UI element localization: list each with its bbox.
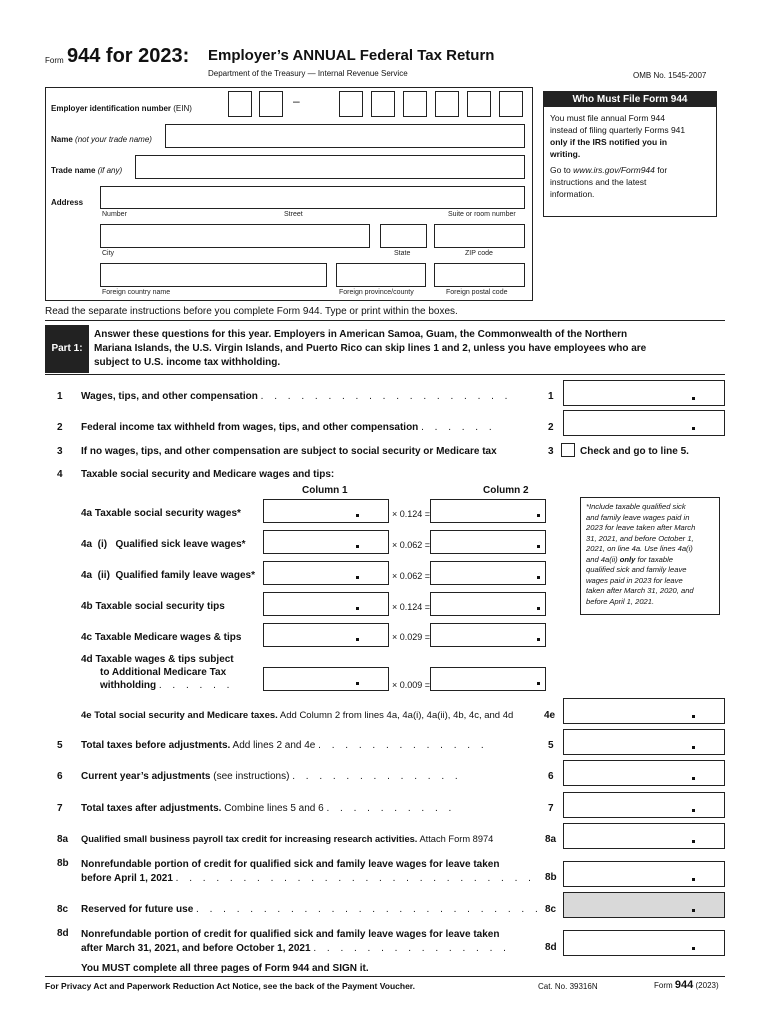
line-3-label: If no wages, tips, and other compensation are subject to social security or Medicare tax — [81, 446, 497, 457]
address-label: Address — [51, 198, 84, 207]
who-must-file-title: Who Must File Form 944 — [544, 92, 716, 107]
cat-number: Cat. No. 39316N — [538, 982, 598, 991]
line-8a-label: Qualified small business payroll tax credit for increasing research activities. Attach Form 8974 — [81, 834, 494, 844]
rule — [45, 976, 725, 977]
line-6-number: 6 — [57, 771, 63, 782]
line-7-ref: 7 — [548, 803, 554, 814]
line-4d-rate: × 0.009 = — [392, 680, 431, 690]
line-5-number: 5 — [57, 740, 63, 751]
ein-digit-2[interactable] — [259, 91, 283, 117]
line-8d-number: 8d — [57, 928, 69, 939]
line-8a-amount[interactable] — [563, 823, 725, 849]
trade-name-label: Trade name (if any) — [51, 166, 123, 175]
city-field[interactable] — [100, 224, 370, 248]
line-4d-label: 4d Taxable wages & tips subject to Additional Medicare Tax withholding . . . . . . — [81, 654, 234, 691]
line-5-ref: 5 — [548, 740, 554, 751]
line-3-number: 3 — [57, 446, 63, 457]
form-subtitle: Employer’s ANNUAL Federal Tax Return — [208, 47, 495, 64]
line-4d-col1[interactable] — [263, 667, 389, 691]
part1-text: Answer these questions for this year. Employers in American Samoa, Guam, the Commonwealth of the Northern Mariana Islands, the U.S. Virgin Islands, and Puerto Rico can skip lines 1 and 2, unless you have employees who are subject to U.S. income tax withholding. — [94, 329, 647, 368]
sidebar-line: You must file annual Form 944 — [550, 113, 665, 123]
state-caption: State — [394, 250, 411, 257]
suite-caption: Suite or room number — [448, 211, 516, 218]
omb-number: OMB No. 1545-2007 — [633, 71, 707, 80]
line-3-ref: 3 — [548, 446, 554, 457]
line-4ai-rate: × 0.062 = — [392, 540, 431, 550]
line-4e-label: 4e Total social security and Medicare taxes. Add Column 2 from lines 4a, 4a(i), 4a(ii), 4b, 4c, and 4d — [81, 710, 514, 721]
ein-digit-8[interactable] — [499, 91, 523, 117]
ein-digit-7[interactable] — [467, 91, 491, 117]
sidebar-line: Go to www.irs.gov/Form944 for — [550, 165, 668, 175]
line-1-amount[interactable] — [563, 380, 725, 406]
form-word: Form — [45, 56, 64, 65]
line-4c-col1[interactable] — [263, 623, 389, 647]
line-4aii-rate: × 0.062 = — [392, 571, 431, 581]
foreign-postal-field[interactable] — [434, 263, 525, 287]
sidebar-line: instead of filing quarterly Forms 941 — [550, 125, 686, 135]
line-7-amount[interactable] — [563, 792, 725, 818]
instructions-line: Read the separate instructions before you complete Form 944. Type or print within the boxes. — [45, 306, 458, 317]
sidebar-line: writing. — [550, 149, 581, 159]
sidebar-line: information. — [550, 189, 595, 199]
trade-name-field[interactable] — [135, 155, 525, 179]
foreign-postal-caption: Foreign postal code — [446, 289, 508, 296]
foreign-province-field[interactable] — [336, 263, 426, 287]
column-2-header: Column 2 — [483, 485, 529, 496]
number-caption: Number — [102, 211, 127, 218]
line-4e-amount[interactable] — [563, 698, 725, 724]
city-caption: City — [102, 250, 115, 257]
rule — [45, 374, 725, 375]
line-4c-rate: × 0.029 = — [392, 632, 431, 642]
state-field[interactable] — [380, 224, 427, 248]
line-8a-ref: 8a — [545, 834, 557, 845]
line-5-amount[interactable] — [563, 729, 725, 755]
part1-label: Part 1: — [45, 325, 89, 373]
line-8c-number: 8c — [57, 904, 69, 915]
line-3-check-label: Check and go to line 5. — [580, 446, 689, 457]
privacy-notice: For Privacy Act and Paperwork Reduction Act Notice, see the back of the Payment Voucher. — [45, 981, 416, 991]
line-8b-number: 8b — [57, 858, 69, 869]
line-3-checkbox[interactable] — [561, 443, 575, 457]
ein-dash: – — [293, 94, 300, 108]
line-4d-col2[interactable] — [430, 667, 546, 691]
name-field[interactable] — [165, 124, 525, 148]
line-4c-label: 4c Taxable Medicare wages & tips — [81, 632, 242, 643]
line-8b-label: Nonrefundable portion of credit for qualified sick and family leave wages for leave taken before April 1, 2021 . . . . . . . . . . . . . . . . . . . . . . . . . . . — [81, 859, 535, 884]
line-8c-ref: 8c — [545, 904, 557, 915]
irs-link[interactable]: www.irs.gov/Form944 — [573, 165, 655, 175]
ein-digit-6[interactable] — [435, 91, 459, 117]
column-1-header: Column 1 — [302, 485, 348, 496]
form-title: 944 for 2023: — [67, 45, 190, 67]
line-6-label: Current year’s adjustments (see instructions) . . . . . . . . . . . . . — [81, 771, 462, 782]
leave-wages-note: *Include taxable qualified sick and family leave wages paid in 2023 for leave taken after March 31, 2021, and before October 1, 2021, on line 4a. Use lines 4a(i) and 4a(ii) only for taxable qualified sick and family leave wages paid in 2023 for leave taken after March 31, 2020, and before April 1, 2021. — [580, 497, 720, 615]
street-caption: Street — [284, 211, 303, 218]
sidebar-line: only if the IRS notified you in — [550, 137, 668, 147]
line-6-amount[interactable] — [563, 760, 725, 786]
line-1-label: Wages, tips, and other compensation . . . . . . . . . . . . . . . . . . . — [81, 391, 512, 402]
line-2-ref: 2 — [548, 422, 554, 433]
ein-digit-3[interactable] — [339, 91, 363, 117]
line-8c-amount-reserved — [563, 892, 725, 918]
line-8b-amount[interactable] — [563, 861, 725, 887]
line-4c-col2[interactable] — [430, 623, 546, 647]
line-4a-rate: × 0.124 = — [392, 509, 431, 519]
zip-field[interactable] — [434, 224, 525, 248]
who-must-file-box — [543, 91, 717, 217]
line-4b-col1[interactable] — [263, 592, 389, 616]
line-2-label: Federal income tax withheld from wages, tips, and other compensation . . . . . . — [81, 422, 496, 433]
line-4b-col2[interactable] — [430, 592, 546, 616]
line-4a-col1[interactable] — [263, 499, 389, 523]
rule — [45, 320, 725, 321]
line-4ai-col2[interactable] — [430, 530, 546, 554]
line-2-number: 2 — [57, 422, 63, 433]
line-4ai-label: 4a (i) Qualified sick leave wages* — [81, 539, 246, 550]
line-8a-number: 8a — [57, 834, 69, 845]
line-6-ref: 6 — [548, 771, 554, 782]
foreign-province-caption: Foreign province/county — [339, 289, 414, 296]
form-footer-id: Form 944 (2023) — [654, 979, 719, 991]
line-8d-label: Nonrefundable portion of credit for qualified sick and family leave wages for leave taken after March 31, 2021, and before October 1, 2021 . . . . . . . . . . . . . . . — [81, 929, 510, 954]
must-complete-note: You MUST complete all three pages of Form 944 and SIGN it. — [81, 963, 369, 974]
line-1-ref: 1 — [548, 391, 554, 402]
ein-digit-5[interactable] — [403, 91, 427, 117]
line-4-number: 4 — [57, 469, 63, 480]
zip-caption: ZIP code — [465, 250, 493, 257]
ein-digit-1[interactable] — [228, 91, 252, 117]
line-4a-label: 4a Taxable social security wages* — [81, 508, 241, 519]
line-7-label: Total taxes after adjustments. Combine lines 5 and 6 . . . . . . . . . . — [81, 803, 456, 814]
sidebar-line: instructions and the latest — [550, 177, 647, 187]
address-street-field[interactable] — [100, 186, 525, 209]
form-header — [45, 44, 725, 84]
department: Department of the Treasury — Internal Revenue Service — [208, 69, 408, 78]
line-8c-label: Reserved for future use . . . . . . . . . . . . . . . . . . . . . . . . . . — [81, 904, 542, 915]
line-7-number: 7 — [57, 803, 63, 814]
foreign-country-field[interactable] — [100, 263, 327, 287]
line-4b-rate: × 0.124 = — [392, 602, 431, 612]
line-4aii-col2[interactable] — [430, 561, 546, 585]
line-4ai-col1[interactable] — [263, 530, 389, 554]
line-8b-ref: 8b — [545, 872, 557, 883]
line-2-amount[interactable] — [563, 410, 725, 436]
line-8d-ref: 8d — [545, 942, 557, 953]
line-4-label: Taxable social security and Medicare wages and tips: — [81, 469, 335, 480]
line-4e-ref: 4e — [544, 710, 556, 721]
name-label: Name (not your trade name) — [51, 135, 152, 144]
line-8d-amount[interactable] — [563, 930, 725, 956]
line-4a-col2[interactable] — [430, 499, 546, 523]
line-4b-label: 4b Taxable social security tips — [81, 601, 225, 612]
ein-digit-4[interactable] — [371, 91, 395, 117]
ein-label: Employer identification number (EIN) — [51, 104, 192, 113]
foreign-country-caption: Foreign country name — [102, 289, 171, 296]
line-4aii-label: 4a (ii) Qualified family leave wages* — [81, 570, 255, 581]
line-4aii-col1[interactable] — [263, 561, 389, 585]
line-5-label: Total taxes before adjustments. Add lines 2 and 4e . . . . . . . . . . . . . — [81, 740, 488, 751]
line-1-number: 1 — [57, 391, 63, 402]
